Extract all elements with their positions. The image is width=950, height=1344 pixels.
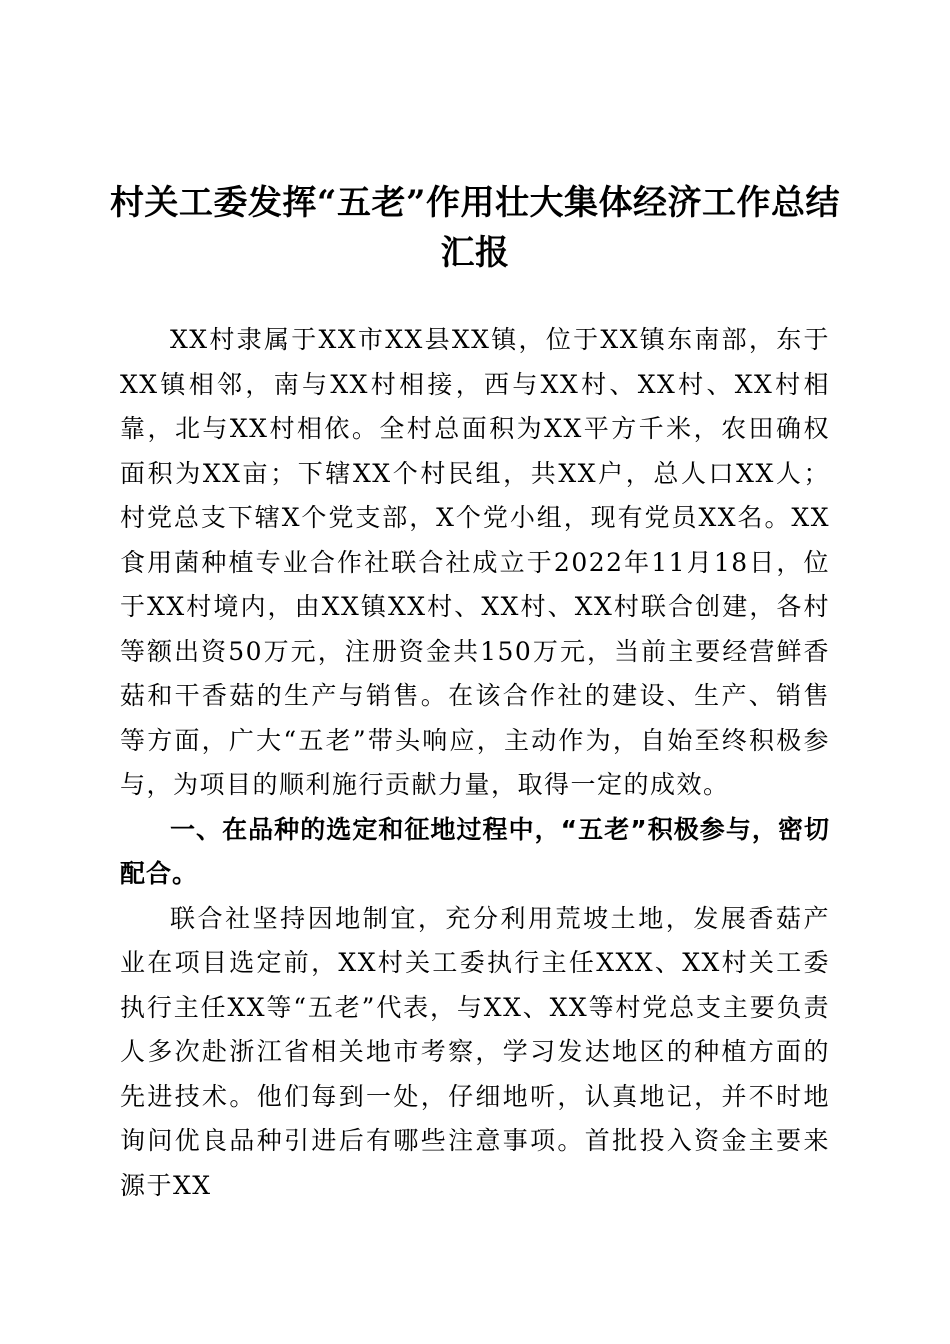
- paragraph-intro: XX村隶属于XX市XX县XX镇，位于XX镇东南部，东于XX镇相邻，南与XX村相接，西与XX村、XX村、XX村相靠，北与XX村相依。全村总面积为XX平方千米，农田确权面积为XX亩；下辖XX个村民组，共XX户，总人口XX人；村党总支下辖X个党支部，X个党小组，现有党员XX名。XX食用菌种植专业合作社联合社成立于2022年11月18日，位于XX村境内，由XX镇XX村、XX村、XX村联合创建，各村等额出资50万元，注册资金共150万元，当前主要经营鲜香菇和干香菇的生产与销售。在该合作社的建设、生产、销售等方面，广大“五老”带头响应，主动作为，自始至终积极参与，为项目的顺利施行贡献力量，取得一定的成效。: [120, 325, 830, 799]
- document-body: [120, 318, 830, 1208]
- paragraph-section-1: 联合社坚持因地制宜，充分利用荒坡土地，发展香菇产业在项目选定前，XX村关工委执行主任XXX、XX村关工委执行主任XX等“五老”代表，与XX、XX等村党总支主要负责人多次赴浙江省相关地市考察，学习发达地区的种植方面的先进技术。他们每到一处，仔细地听，认真地记，并不时地询问优良品种引进后有哪些注意事项。首批投入资金主要来源于XX: [120, 903, 830, 1200]
- document-title: 村关工委发挥“五老”作用壮大集体经济工作总结汇报: [109, 183, 841, 273]
- section-heading-1: 一、在品种的选定和征地过程中，“五老”积极参与，密切配合。: [120, 814, 830, 888]
